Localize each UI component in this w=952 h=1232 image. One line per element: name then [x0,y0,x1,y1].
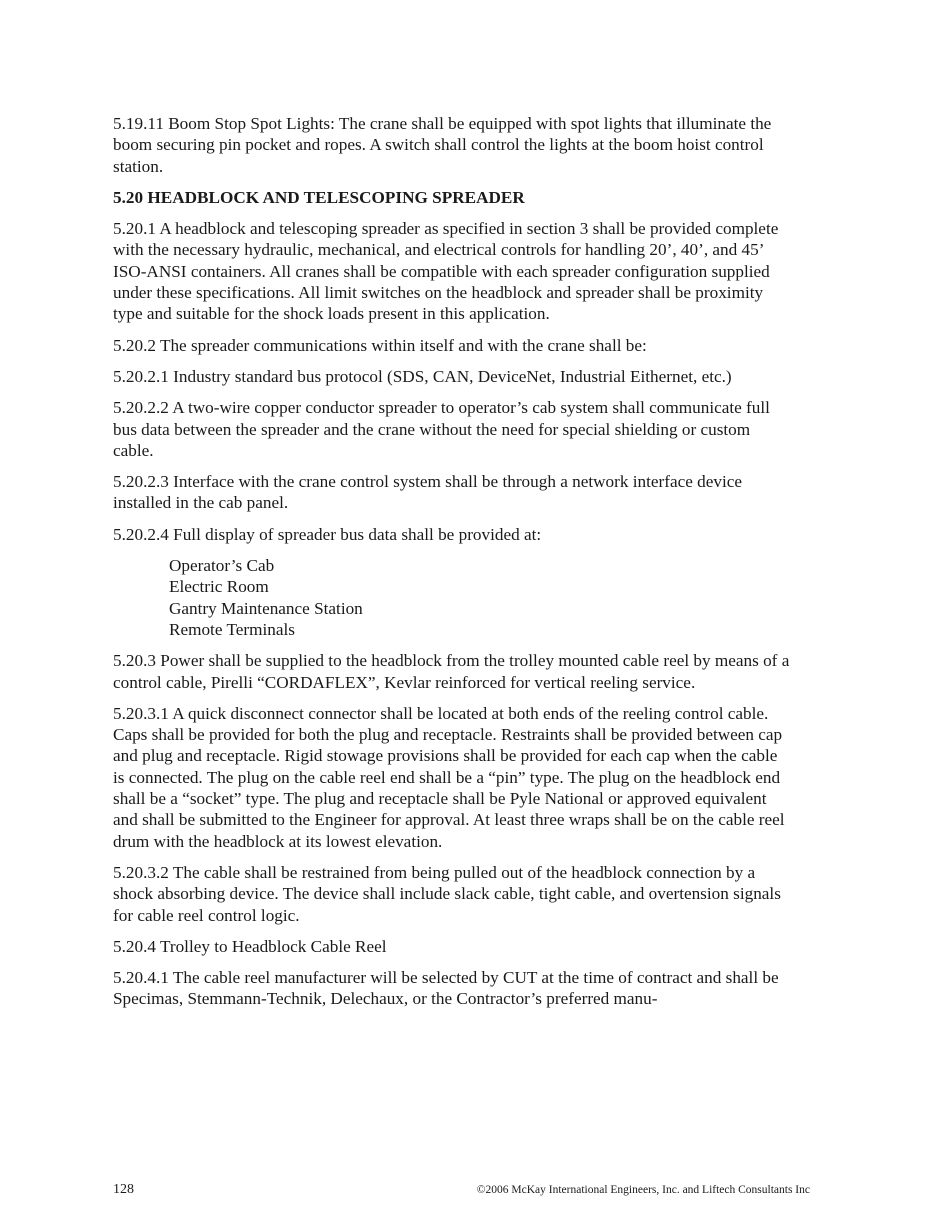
list-item: Electric Room [169,577,269,597]
list-item: Operator’s Cab [169,556,275,576]
paragraph-5-20-3-2: 5.20.3.2 The cable shall be restrained from being pulled out of the headblock connection by a shock absorbing device. The device shall include slack cable, tight cable, and overtension signals for cable reel control logic. [113,862,781,925]
display-location-list [169,555,793,640]
page-number: 128 [113,1182,134,1197]
paragraph-5-19-11: 5.19.11 Boom Stop Spot Lights: The crane shall be equipped with spot lights that illuminate the boom securing pin pocket and ropes. A switch shall control the lights at the boom hoist control station. [113,114,772,176]
list-item: Gantry Maintenance Station [169,598,363,618]
copyright-notice: ©2006 McKay International Engineers, Inc. and Liftech Consultants Inc [476,1184,810,1196]
paragraph-5-20-1: 5.20.1 A headblock and telescoping spreader as specified in section 3 shall be provided complete with the necessary hydraulic, mechanical, and electrical controls for handling 20’, 40’, and 45’ ISO-ANSI containers. All cranes shall be compatible with each spreader configuration supplied under these specifications. All limit switches on the headblock and spreader shall be proximity type and suitable for the shock loads present in this application. [113,219,779,324]
paragraph-5-20-4: 5.20.4 Trolley to Headblock Cable Reel [113,936,387,956]
paragraph-5-20-3: 5.20.3 Power shall be supplied to the headblock from the trolley mounted cable reel by means of a control cable, Pirelli “CORDAFLEX”, Kevlar reinforced for vertical reeling service. [113,651,790,692]
paragraph-5-20-2-2: 5.20.2.2 A two-wire copper conductor spreader to operator’s cab system shall communicate full bus data between the spreader and the crane without the need for special shielding or custom cable. [113,398,770,460]
paragraph-5-20-2-1: 5.20.2.1 Industry standard bus protocol (SDS, CAN, DeviceNet, Industrial Eithernet, etc.) [113,366,732,386]
paragraph-5-20-3-1: 5.20.3.1 A quick disconnect connector shall be located at both ends of the reeling control cable. Caps shall be provided for both the plug and receptacle. Restraints shall be provided between cap and plug and receptacle. Rigid stowage provisions shall be provided for each cap when the cable is connected. The plug on the cable reel end shall be a “pin” type. The plug on the headblock end shall be a “socket” type. The plug and receptacle shall be Pyle National or approved equivalent and shall be submitted to the Engineer for approval. At least three wraps shall be on the cable reel drum with the headblock at its lowest elevation. [113,703,785,851]
paragraph-5-20-4-1: 5.20.4.1 The cable reel manufacturer will be selected by CUT at the time of contract and shall be Specimas, Stemmann-Technik, Delechaux, or the Contractor’s preferred manu- [113,968,779,1009]
list-item: Remote Terminals [169,619,295,639]
document-body [113,113,793,1020]
paragraph-5-20-2: 5.20.2 The spreader communications within itself and with the crane shall be: [113,335,647,355]
paragraph-5-20-2-4: 5.20.2.4 Full display of spreader bus data shall be provided at: [113,524,542,544]
section-heading: 5.20 HEADBLOCK AND TELESCOPING SPREADER [113,187,525,207]
paragraph-5-20-2-3: 5.20.2.3 Interface with the crane control system shall be through a network interface device installed in the cab panel. [113,472,743,513]
